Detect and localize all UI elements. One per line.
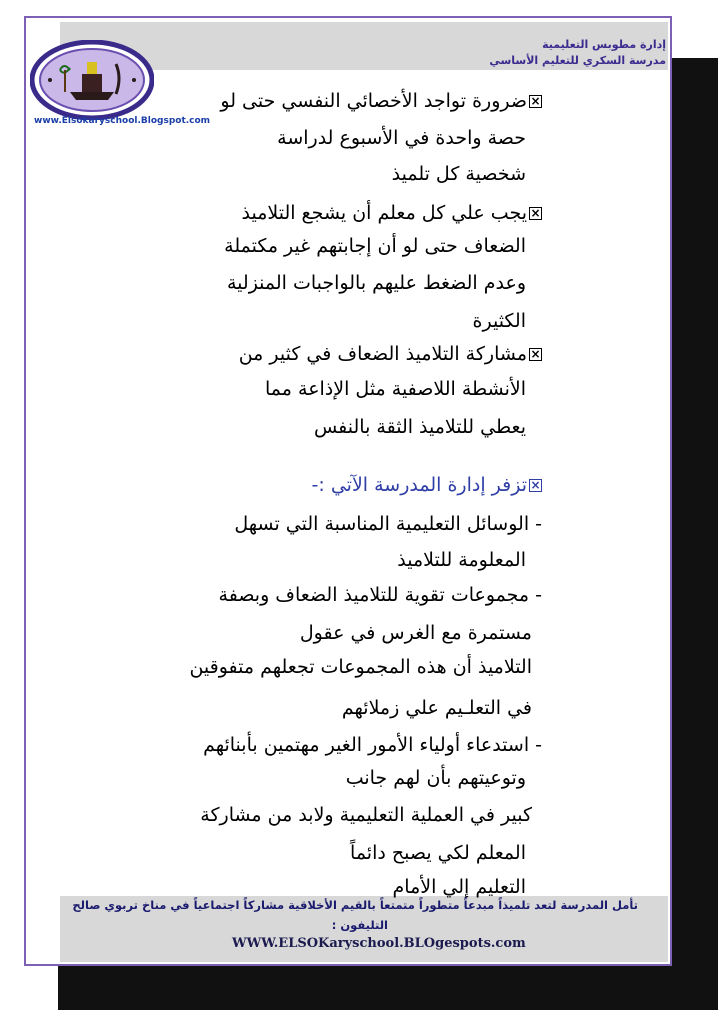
text-line-5: الضعاف حتى لو أن إجابتهم غير مكتملة — [224, 235, 526, 257]
text-line-20: كبير في العملية التعليمية ولابد من مشاركة — [200, 804, 532, 826]
footer-phone-label: التليفون : — [331, 918, 388, 932]
checkbox-icon: × — [530, 347, 541, 361]
text-line-6: وعدم الضغط عليهم بالواجبات المنزلية — [226, 272, 526, 294]
text-line-18: - استدعاء أولياء الأمور الغير مهتمين بأبنائهم — [203, 734, 542, 756]
logo-caption: www.Elsokaryschool.Blogspot.com — [34, 116, 211, 126]
text-line-12: - الوسائل التعليمية المناسبة التي تسهل — [234, 513, 542, 535]
footer-website: WWW.ELSOKaryschool.BLOgespots.com — [232, 936, 526, 951]
page-shadow-bottom — [58, 962, 718, 1010]
checkbox-icon: × — [530, 94, 541, 108]
checkbox-icon: × — [530, 206, 541, 220]
text-line-1: ×ضرورة تواجد الأخصائي النفسي حتى لو — [220, 90, 541, 112]
text-line-10: يعطي للتلاميذ الثقة بالنفس — [313, 416, 526, 438]
text-line-8: ×مشاركة التلاميذ الضعاف في كثير من — [238, 343, 541, 365]
text-line-13: المعلومة للتلاميذ — [397, 549, 526, 571]
checkbox-icon: × — [530, 478, 541, 492]
text-line-2: حصة واحدة في الأسبوع لدراسة — [277, 127, 526, 149]
header-line-1: إدارة مطوبس التعليمية — [542, 38, 666, 51]
text-line-19: وتوعيتهم بأن لهم جانب — [345, 767, 526, 789]
school-logo — [30, 40, 154, 120]
footer-motto: تأمل المدرسة لتعد تلميذاً مبدعاً متطوراً متمتعاً بالقيم الأخلاقية مشاركاً اجتماعياً في مناخ تربوي صالح — [72, 898, 638, 912]
text-line-15: مستمرة مع الغرس في عقول — [299, 622, 532, 644]
header-line-2: مدرسة السكري للتعليم الأساسي — [489, 54, 666, 67]
text-line-4: ×يجب علي كل معلم أن يشجع التلاميذ — [241, 202, 541, 224]
text-line-21: المعلم لكي يصبح دائماً — [350, 842, 526, 864]
text-line-14: - مجموعات تقوية للتلاميذ الضعاف وبصفة — [218, 584, 542, 606]
text-line-7: الكثيرة — [472, 310, 526, 332]
text-line-22: التعليم إلي الأمام — [392, 876, 526, 898]
text-line-3: شخصية كل تلميذ — [391, 163, 526, 185]
section-heading: ×تزفر إدارة المدرسة الآتي :- — [311, 474, 541, 496]
text-line-17: في التعلـيم علي زملائهم — [341, 697, 532, 719]
text-line-16: التلاميذ أن هذه المجموعات تجعلهم متفوقين — [189, 656, 532, 678]
text-line-9: الأنشطة اللاصفية مثل الإذاعة مما — [265, 378, 526, 400]
page-shadow-right — [672, 58, 718, 1010]
